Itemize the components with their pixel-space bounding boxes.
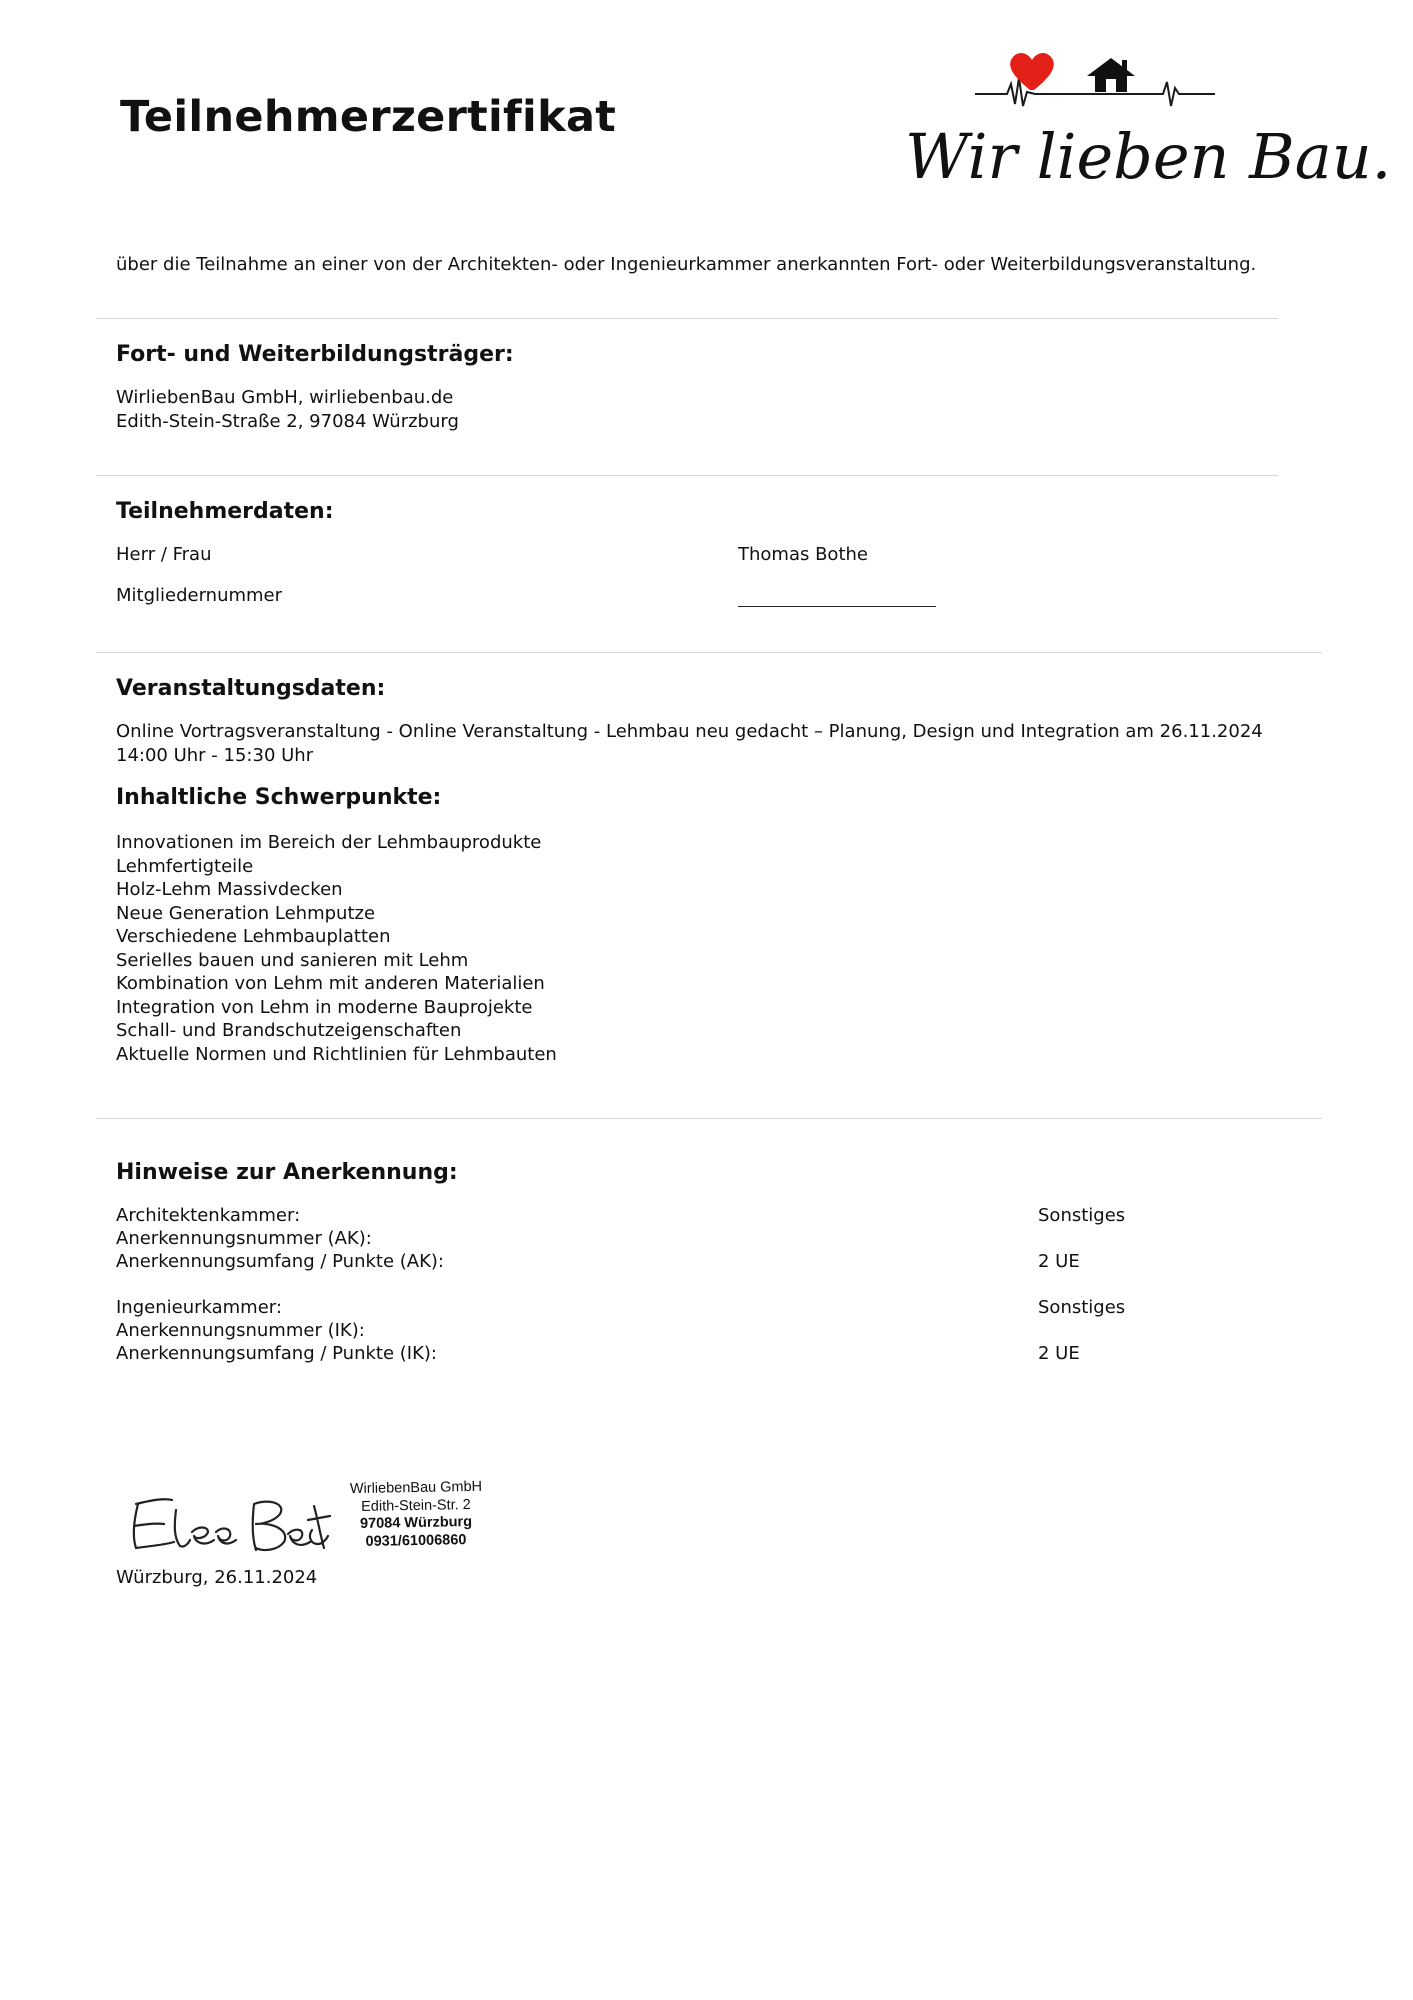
participant-name: Thomas Bothe: [738, 544, 868, 565]
intro-text: über die Teilnahme an einer von der Architekten- oder Ingenieurkammer anerkannten Fort- oder Weiterbildungsveranstaltung.: [116, 254, 1257, 275]
salutation-label: Herr / Frau: [116, 544, 212, 565]
divider: [96, 1118, 1322, 1119]
event-heading: Veranstaltungsdaten:: [116, 676, 386, 701]
member-number-label: Mitgliedernummer: [116, 585, 283, 606]
logo-wordmark: Wir lieben Bau.: [905, 120, 1392, 193]
place-date: Würzburg, 26.11.2024: [116, 1567, 318, 1588]
divider: [96, 652, 1322, 653]
event-description: Online Vortragsveranstaltung - Online Veranstaltung - Lehmbau neu gedacht – Planung, Design und Integration am 26.11.2024: [116, 721, 1263, 742]
list-item: Integration von Lehm in moderne Bauprojekte: [116, 996, 533, 1018]
participant-heading: Teilnehmerdaten:: [116, 499, 334, 524]
company-stamp: [338, 1480, 494, 1550]
event-time: 14:00 Uhr - 15:30 Uhr: [116, 745, 314, 766]
focus-heading: Inhaltliche Schwerpunkte:: [116, 785, 442, 810]
list-item: Kombination von Lehm mit anderen Materialien: [116, 973, 545, 994]
ak-points-label: Anerkennungsumfang / Punkte (AK):: [116, 1251, 444, 1272]
list-item: Innovationen im Bereich der Lehmbauprodukte: [116, 832, 542, 853]
ak-chamber-value: Sonstiges: [1038, 1205, 1126, 1226]
ik-points-value: 2 UE: [1038, 1343, 1080, 1364]
list-item: Lehmfertigteile: [116, 855, 254, 877]
stamp-line-2: Edith-Stein-Str. 2: [361, 1496, 471, 1515]
stamp-line-3: 97084 Würzburg: [359, 1514, 473, 1532]
provider-line-2: Edith-Stein-Straße 2, 97084 Würzburg: [116, 411, 459, 432]
house-icon: [1087, 58, 1135, 92]
wir-lieben-bau-logo: [905, 48, 1392, 198]
list-item: Serielles bauen und sanieren mit Lehm: [116, 949, 469, 971]
list-item: Aktuelle Normen und Richtlinien für Lehmbauten: [116, 1043, 557, 1065]
heart-icon: [1010, 53, 1054, 90]
list-item: Neue Generation Lehmputze: [116, 902, 376, 924]
list-item: Holz-Lehm Massivdecken: [116, 879, 343, 900]
provider-heading: Fort- und Weiterbildungsträger:: [116, 342, 514, 367]
ik-points-label: Anerkennungsumfang / Punkte (IK):: [116, 1343, 437, 1364]
recognition-heading: Hinweise zur Anerkennung:: [116, 1160, 458, 1185]
list-item: Schall- und Brandschutzeigenschaften: [116, 1020, 462, 1041]
member-number-blank-line: [738, 606, 936, 607]
stamp-line-4: 0931/61006860: [365, 1531, 467, 1550]
focus-list: [116, 831, 557, 1066]
ik-chamber-label: Ingenieurkammer:: [116, 1297, 282, 1318]
stamp-line-1: WirliebenBau GmbH: [349, 1478, 483, 1498]
handwritten-signature: [124, 1490, 334, 1560]
ik-number-label: Anerkennungsnummer (IK):: [116, 1320, 365, 1341]
provider-line-1: WirliebenBau GmbH, wirliebenbau.de: [116, 387, 454, 408]
ik-chamber-value: Sonstiges: [1038, 1297, 1126, 1318]
ak-number-label: Anerkennungsnummer (AK):: [116, 1228, 372, 1249]
divider: [96, 318, 1278, 319]
certificate-title: Teilnehmerzertifikat: [120, 92, 617, 142]
list-item: Verschiedene Lehmbauplatten: [116, 926, 391, 947]
divider: [96, 475, 1278, 476]
ak-chamber-label: Architektenkammer:: [116, 1205, 301, 1226]
ak-points-value: 2 UE: [1038, 1251, 1080, 1272]
